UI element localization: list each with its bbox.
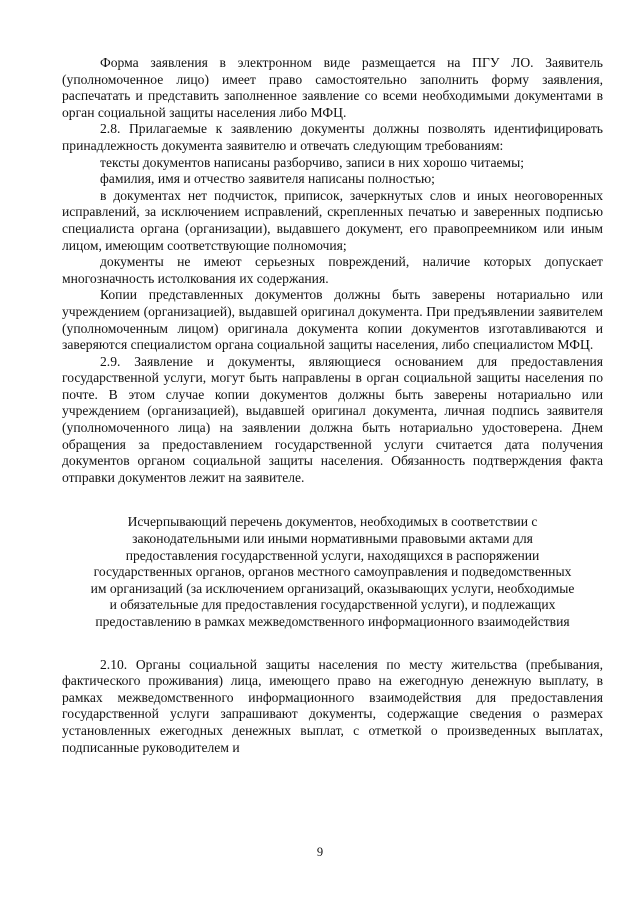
heading-line: и обязательные для предоставления государственной услуги), и подлежащих bbox=[109, 597, 556, 613]
document-page bbox=[62, 55, 603, 756]
requirement-legible: тексты документов написаны разборчиво, записи в них хорошо читаемы; bbox=[100, 154, 525, 170]
heading-line: законодательными или иными нормативными правовыми актами для bbox=[132, 531, 533, 547]
heading-line: им организаций (за исключением организаций, оказывающих услуги, необходимые bbox=[90, 580, 575, 596]
requirement-no-damage: документы не имеют серьезных повреждений, наличие которых допускает многозначность истолкования их содержания. bbox=[62, 254, 603, 286]
paragraph-2-8: 2.8. Прилагаемые к заявлению документы должны позволять идентифицировать принадлежность документа заявителю и отвечать следующим требованиям: bbox=[62, 121, 603, 153]
section-heading bbox=[62, 514, 603, 630]
heading-line: предоставления государственной услуги, находящихся в распоряжении bbox=[125, 547, 540, 563]
heading-line: государственных органов, органов местного самоуправления и подведомственных bbox=[93, 564, 572, 580]
paragraph-2-9: 2.9. Заявление и документы, являющиеся основанием для предоставления государственной услуги, могут быть направлены в орган социальной защиты населения по почте. В этом случае копии документов должны быть заверены нотариально или учреждением (организацией), выдавшей оригинал документа, личная подпись заявителя (уполномоченного лица) на заявлении должна быть нотариально удостоверена. Днем обращения за предоставлением государственной услуги считается дата получения документов органом социальной защиты населения. Обязанность подтверждения факта отправки документов лежит на заявителе. bbox=[62, 353, 603, 485]
paragraph-copies-certified: Копии представленных документов должны быть заверены нотариально или учреждением (организацией), выдавшей оригинал документа. При предъявлении заявителем (уполномоченным лицом) оригинала документа копии документов изготавливаются и заверяются специалистом органа социальной защиты населения, либо специалистом МФЦ. bbox=[62, 287, 603, 353]
requirement-no-corrections: в документах нет подчисток, приписок, зачеркнутых слов и иных неоговоренных исправлений, за исключением исправлений, скрепленных печатью и заверенных подписью специалиста органа (организации), выдавшего документ, его правопреемником или иным лицом, имеющим соответствующие полномочия; bbox=[62, 187, 603, 253]
paragraph-form-info: Форма заявления в электронном виде размещается на ПГУ ЛО. Заявитель (уполномоченное лицо) имеет право самостоятельно заполнить форму заявления, распечатать и представить заполненное заявление со всеми необходимыми документами в орган социальной защиты населения либо МФЦ. bbox=[62, 55, 603, 120]
heading-line: предоставлению в рамках межведомственного информационного взаимодействия bbox=[95, 614, 570, 629]
heading-line: Исчерпывающий перечень документов, необходимых в соответствии с bbox=[127, 514, 538, 530]
requirement-full-name: фамилия, имя и отчество заявителя написаны полностью; bbox=[100, 171, 435, 187]
page-number: 9 bbox=[316, 845, 324, 859]
paragraph-2-10: 2.10. Органы социальной защиты населения по месту жительства (пребывания, фактического проживания) лица, имеющего право на ежегодную денежную выплату, в рамках межведомственного информационного взаимодействия для предоставления государственной услуги запрашивают документы, содержащие сведения о размерах установленных ежегодных денежных выплат, с отметкой о произведенных выплатах, подписанные руководителем и bbox=[62, 656, 603, 755]
